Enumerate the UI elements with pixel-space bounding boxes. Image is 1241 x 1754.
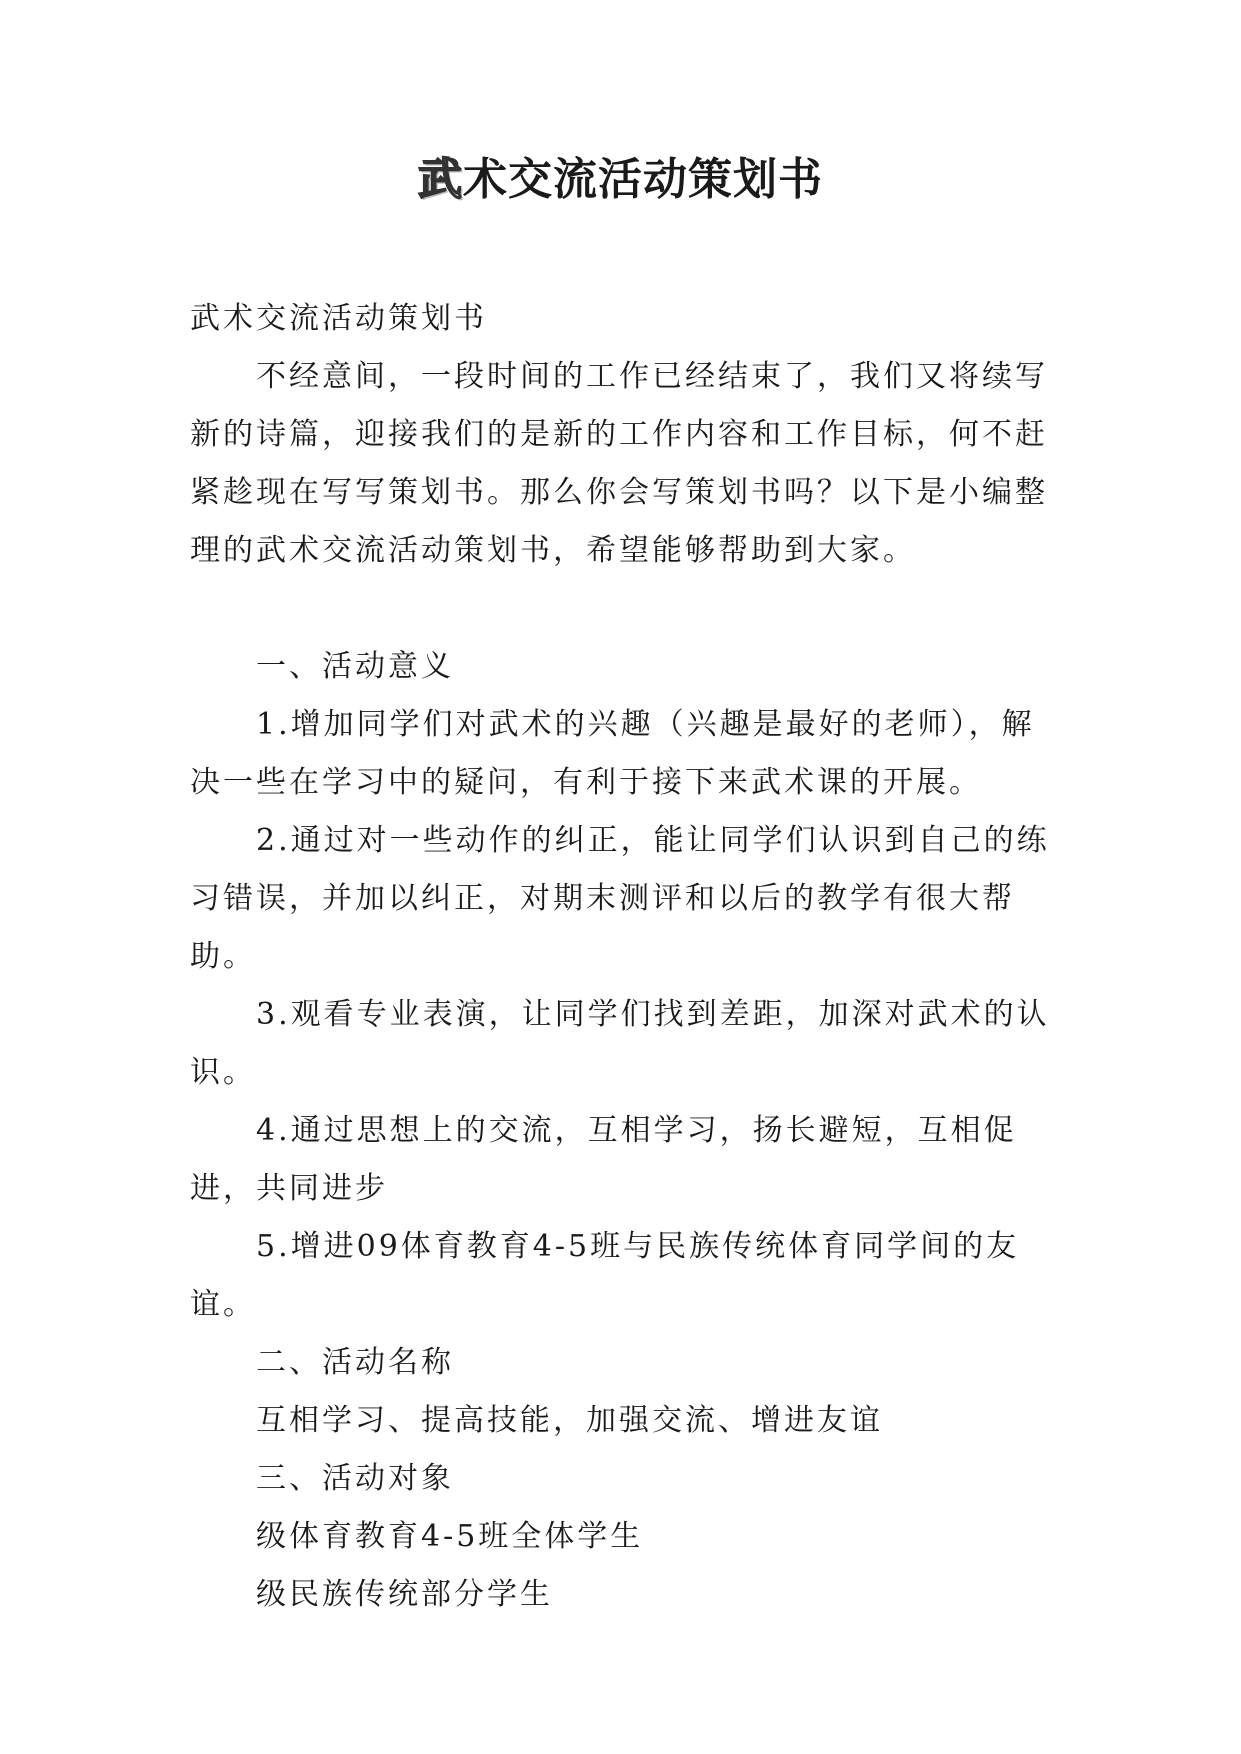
section1-item: 3.观看专业表演，让同学们找到差距，加深对武术的认识。	[190, 997, 1050, 1090]
subtitle: 武术交流活动策划书	[190, 301, 487, 336]
section2-content: 互相学习、提高技能，加强交流、增进友谊	[256, 1403, 883, 1438]
section2-heading: 二、活动名称	[256, 1345, 454, 1380]
section3-line: 级体育教育4-5班全体学生	[256, 1519, 644, 1554]
intro-paragraph: 不经意间，一段时间的工作已经结束了，我们又将续写新的诗篇，迎接我们的是新的工作内容和工作目标，何不赶紧趁现在写写策划书。那么你会写策划书吗？以下是小编整理的武术交流活动策划书，希望能够帮助到大家。	[190, 359, 1048, 568]
section1-item: 2.通过对一些动作的纠正，能让同学们认识到自己的练习错误，并加以纠正，对期末测评和以后的教学有很大帮助。	[190, 823, 1050, 974]
section1-item: 5.增进09体育教育4-5班与民族传统体育同学间的友谊。	[190, 1229, 1020, 1322]
document-body	[190, 290, 1054, 1624]
document-title	[0, 150, 1241, 210]
section3-heading: 三、活动对象	[256, 1461, 454, 1496]
section1-heading: 一、活动意义	[256, 649, 454, 684]
section3-line: 级民族传统部分学生	[256, 1577, 553, 1612]
section1-item: 1.增加同学们对武术的兴趣（兴趣是最好的老师），解决一些在学习中的疑问，有利于接下来武术课的开展。	[190, 707, 1035, 800]
title-first-char: 武	[418, 154, 463, 205]
spacer	[190, 580, 1054, 638]
title-rest: 术交流活动策划书	[463, 154, 823, 205]
section1-item: 4.通过思想上的交流，互相学习，扬长避短，互相促进，共同进步	[190, 1113, 1017, 1206]
